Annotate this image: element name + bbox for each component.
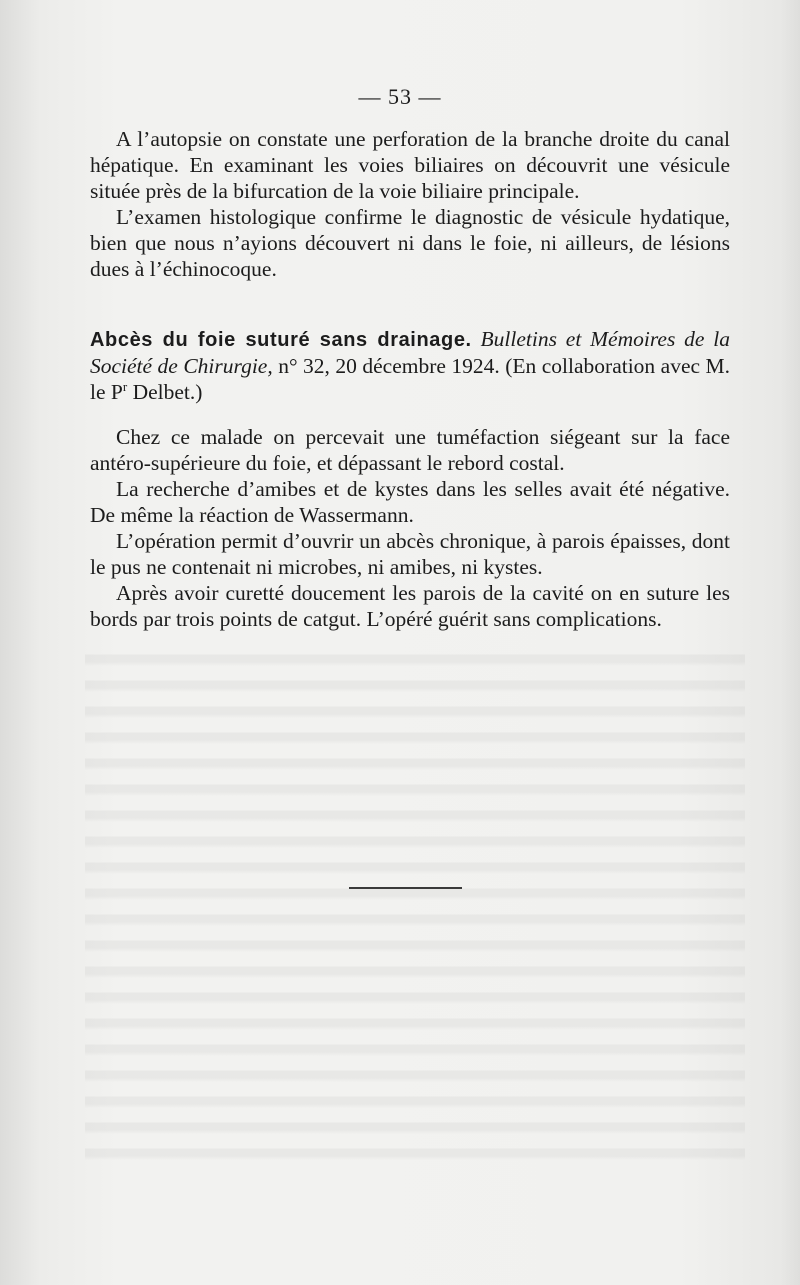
section-divider: [349, 887, 462, 889]
paragraph: La recherche d’amibes et de kystes dans les selles avait été négative. De même la réaction de Wassermann.: [90, 477, 730, 527]
paragraph: A l’autopsie on constate une perforation de la branche droite du canal hépatique. En examinant les voies biliaires on découvrit une vésicule située près de la bifurcation de la voie biliaire principale.: [90, 127, 730, 203]
reference-line: [90, 326, 730, 405]
paragraph: Chez ce malade on percevait une tuméfaction siégeant sur la face antéro-supérieure du foie, et dépassant le rebord costal.: [90, 425, 730, 475]
journal-name: Bulletins et Mémoires de la Société de Chirurgie,: [90, 327, 730, 378]
case-section: [90, 424, 730, 632]
show-through-texture: [85, 640, 745, 1160]
section-title: Abcès du foie suturé sans drainage.: [90, 329, 472, 351]
page-number: — 53 —: [358, 84, 442, 109]
paragraph: L’examen histologique confirme le diagnostic de vésicule hydatique, bien que nous n’ayions découvert ni dans le foie, ni ailleurs, de lésions dues à l’échinocoque.: [90, 205, 730, 281]
paragraph: L’opération permit d’ouvrir un abcès chronique, à parois épaisses, dont le pus ne contenait ni microbes, ni amibes, ni kystes.: [90, 529, 730, 579]
paragraph: Après avoir curetté doucement les parois de la cavité on en suture les bords par trois points de catgut. L’opéré guérit sans complications.: [90, 581, 730, 631]
autopsy-section: [90, 126, 730, 282]
reference-heading: [90, 326, 730, 405]
reference-superscript: r: [122, 378, 128, 394]
reference-details: n° 32, 20 décembre 1924. (En collaboration avec M. le P: [90, 354, 731, 404]
reference-end: Delbet.): [127, 380, 203, 404]
